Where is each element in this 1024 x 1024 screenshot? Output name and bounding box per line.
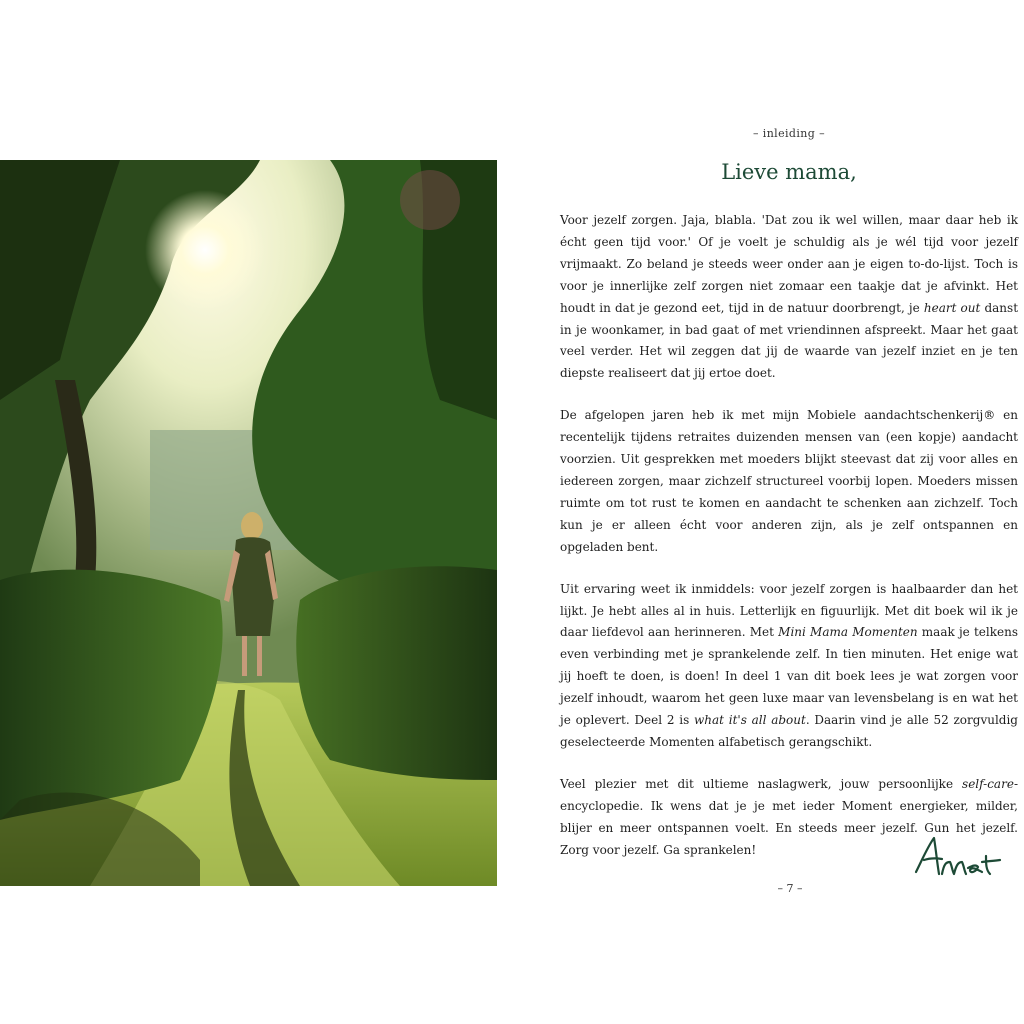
paragraph-2: De afgelopen jaren heb ik met mijn Mobiele aandachtschenkerij® en recentelijk tijdens retraites duizenden mensen van (een kopje) aandacht voorzien. Uit gesprekken met moeders blijkt steevast dat zij voor alles en iedereen zorgen, maar zichzelf structureel voorbij lopen. Moeders missen ruimte om tot rust te komen en aandacht te schenken aan zichzelf. Toch kun je er alleen écht voor anderen zijn, als je zelf ontspannen en opgeladen bent. [560,408,1018,554]
page-title: Lieve mama, [721,160,857,184]
paragraph-1: Voor jezelf zorgen. Jaja, blabla. 'Dat zou ik wel willen, maar daar heb ik écht geen tijd voor.' Of je voelt je schuldig als je wél tijd voor jezelf vrijmaakt. Zo beland je steeds weer onder aan je eigen to-do-lijst. Toch is voor je innerlijke zelf zorgen niet zomaar een taakje dat je afvinkt. Het houdt in dat je gezond eet, tijd in de natuur doorbrengt, je heart out danst in je woonkamer, in bad gaat of met vriendinnen afspreekt. Maar het gaat veel verder. Het wil zeggen dat jij de waarde van jezelf inziet en je ten diepste realiseert dat jij ertoe doet. [560,213,1019,381]
page-number: – 7 – [777,882,803,895]
garden-photo-illustration [0,160,497,886]
section-label: – inleiding – [752,127,826,140]
body-text [560,210,1018,881]
signature [912,834,1004,882]
signature-graphic [912,834,1004,882]
paragraph-3: Uit ervaring weet ik inmiddels: voor jezelf zorgen is haalbaarder dan het lijkt. Je hebt alles al in huis. Letterlijk en figuurlijk. Met dit boek wil ik je daar liefdevol aan herinneren. Met Mini Mama Momenten maak je telkens even verbinding met je sprankelende zelf. In tien minuten. Het enige wat jij hoeft te doen, is doen! In deel 1 van dit boek lees je wat zorgen voor jezelf inhoudt, waarom het geen luxe maar van levensbelang is en wat het je oplevert. Deel 2 is what it's all about. Daarin vind je alle 52 zorgvuldig geselecteerde Momenten alfabetisch gerangschikt. [560,581,1018,749]
garden-photo [0,160,497,886]
paragraph-4: Veel plezier met dit ultieme naslagwerk, jouw persoonlijke self-care-encyclopedie. Ik wens dat je je met ieder Moment energieker, milder, blijer en meer ontspannen voelt. En steeds meer jezelf. Gun het jezelf. Zorg voor jezelf. Ga sprankelen! [560,776,1018,857]
